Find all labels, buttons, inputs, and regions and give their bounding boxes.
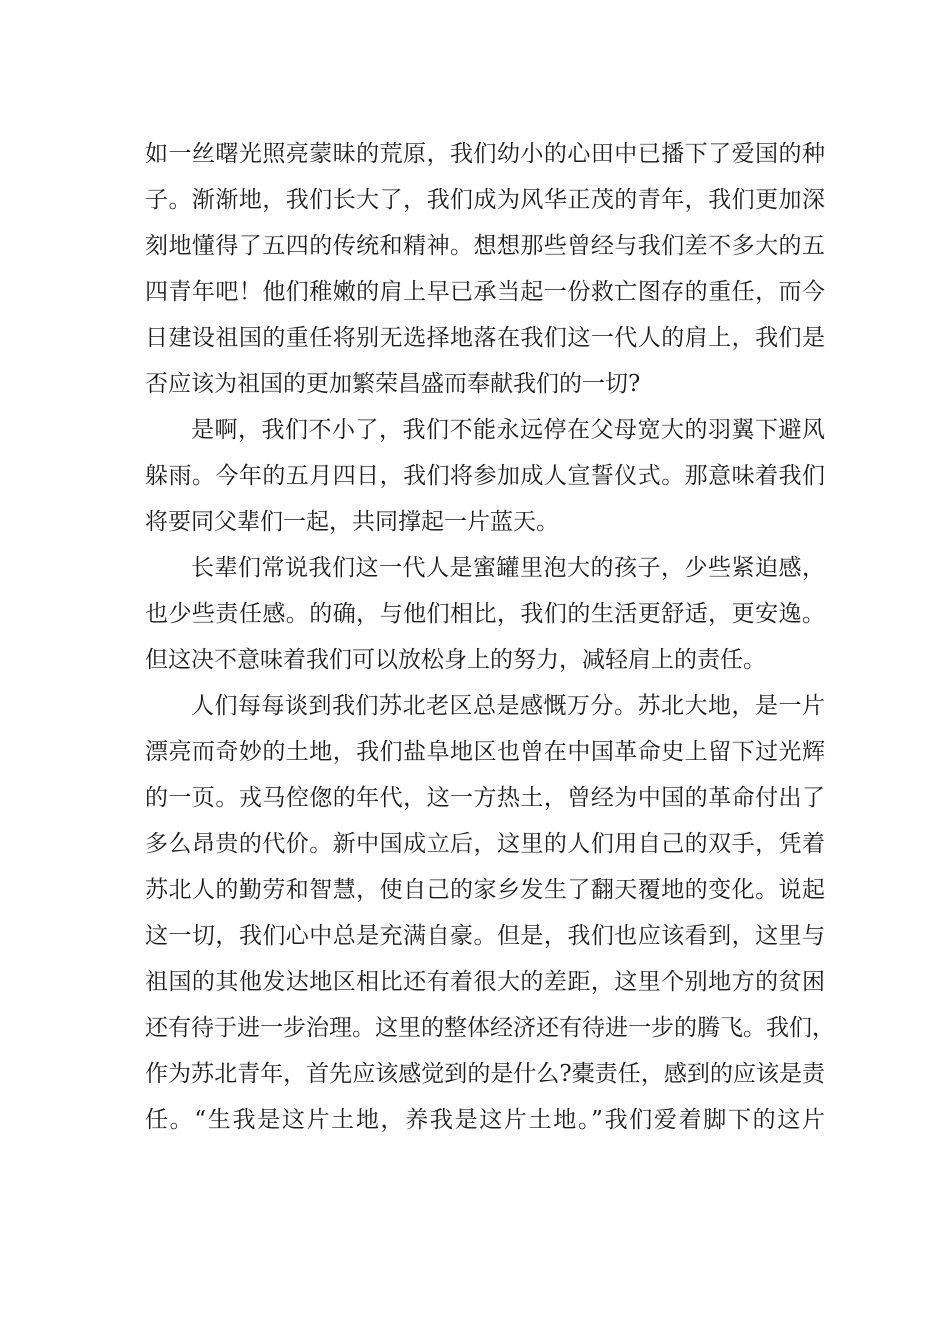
text-line: 人们每每谈到我们苏北老区总是感慨万分。苏北大地，是一片 — [191, 693, 825, 719]
text-line: 日建设祖国的重任将别无选择地落在我们这一代人的肩上，我们是 — [145, 325, 825, 351]
text-line: 躲雨。今年的五月四日，我们将参加成人宣誓仪式。那意味着我们 — [145, 463, 825, 489]
text-line: 祖国的其他发达地区相比还有着很大的差距，这里个别地方的贫困 — [145, 969, 825, 995]
text-line: 如一丝曙光照亮蒙昧的荒原，我们幼小的心田中已播下了爱国的种 — [145, 141, 825, 167]
text-line: 子。渐渐地，我们长大了，我们成为风华正茂的青年，我们更加深 — [145, 187, 825, 213]
text-line: 漂亮而奇妙的土地，我们盐阜地区也曾在中国革命史上留下过光辉 — [145, 739, 825, 765]
text-line: 也少些责任感。的确，与他们相比，我们的生活更舒适，更安逸。 — [145, 601, 825, 627]
text-line: 作为苏北青年，首先应该感觉到的是什么?橐责任，感到的应该是责 — [145, 1061, 825, 1087]
text-line: 还有待于进一步治理。这里的整体经济还有待进一步的腾飞。我们， — [145, 1015, 835, 1041]
text-line: 这一切，我们心中总是充满自豪。但是，我们也应该看到，这里与 — [145, 923, 825, 949]
document-body — [145, 131, 835, 1143]
text-line: 苏北人的勤劳和智慧，使自己的家乡发生了翻天覆地的变化。说起 — [145, 877, 825, 903]
text-line: 否应该为祖国的更加繁荣昌盛而奉献我们的一切? — [145, 371, 641, 397]
text-line: 是啊，我们不小了，我们不能永远停在父母宽大的羽翼下避风 — [191, 417, 825, 443]
text-line: 的一页。戎马倥偬的年代，这一方热土，曾经为中国的革命付出了 — [145, 785, 825, 811]
text-line: 将要同父辈们一起，共同撑起一片蓝天。 — [145, 509, 559, 535]
text-line: 多么昂贵的代价。新中国成立后，这里的人们用自己的双手，凭着 — [145, 831, 825, 857]
text-line: 长辈们常说我们这一代人是蜜罐里泡大的孩子，少些紧迫感， — [191, 555, 825, 581]
text-line: 但这决不意味着我们可以放松身上的努力，减轻肩上的责任。 — [145, 647, 766, 673]
text-line: 刻地懂得了五四的传统和精神。想想那些曾经与我们差不多大的五 — [145, 233, 825, 259]
text-line: 任。“生我是这片土地，养我是这片土地。”我们爱着脚下的这片 — [145, 1107, 825, 1133]
text-line: 四青年吧！他们稚嫩的肩上早已承当起一份救亡图存的重任，而今 — [145, 279, 825, 305]
